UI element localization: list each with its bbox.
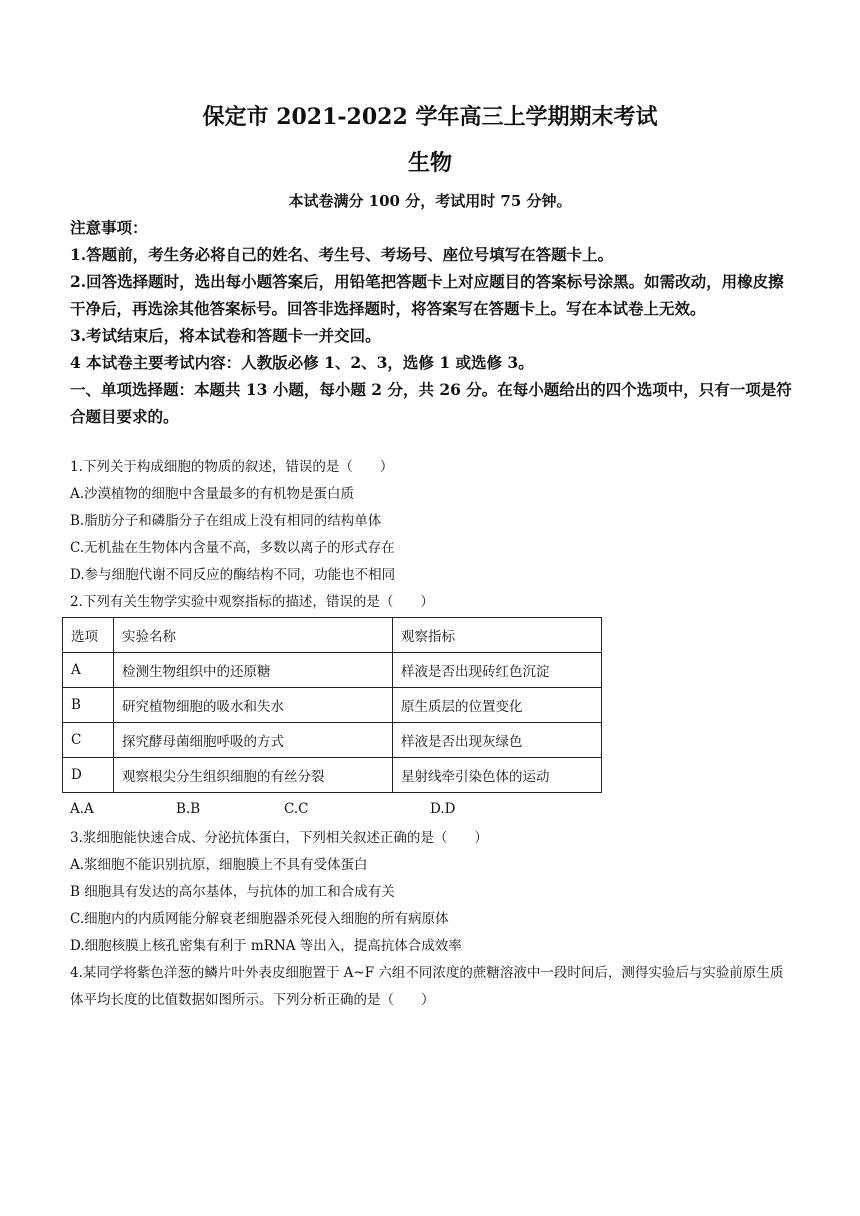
- table-cell: D: [63, 758, 114, 793]
- question-stem: 2.下列有关生物学实验中观察指标的描述，错误的是（ ）: [70, 594, 434, 610]
- section-heading: 一、单项选择题：本题共 13 小题，每小题 2 分，共 26 分。在每小题给出的四个选项中，只有一项是符合题目要求的。: [70, 380, 792, 426]
- subject-title: 生物: [407, 150, 452, 176]
- table-cell: 探究酵母菌细胞呼吸的方式: [114, 723, 393, 758]
- table-header: 观察指标: [393, 618, 602, 653]
- question-1: [70, 454, 792, 616]
- notes-heading: 注意事项：: [70, 218, 148, 237]
- table-cell: 观察根尖分生组织细胞的有丝分裂: [114, 758, 393, 793]
- question-stem: 1.下列关于构成细胞的物质的叙述，错误的是（ ）: [70, 459, 394, 475]
- note-item: 2.回答选择题时，选出每小题答案后，用铅笔把答题卡上对应题目的答案标号涂黑。如需改动，用橡皮擦干净后，再选涂其他答案标号。回答非选择题时，将答案写在答题卡上。写在本试卷上无效。: [70, 272, 784, 318]
- exam-title: 保定市 2021-2022 学年高三上学期期末考试: [202, 104, 658, 130]
- table-header: 实验名称: [114, 618, 393, 653]
- table-row: [63, 758, 602, 793]
- table-cell: C: [63, 723, 114, 758]
- option-b: B.脂肪分子和磷脂分子在组成上没有相同的结构单体: [70, 513, 382, 529]
- option-b: B.B: [176, 801, 201, 817]
- table-row: [63, 653, 602, 688]
- table-row: [63, 723, 602, 758]
- option-d: D.D: [430, 801, 456, 817]
- observation-table: [62, 617, 602, 793]
- exam-meta: 本试卷满分 100 分，考试用时 75 分钟。: [288, 192, 572, 210]
- question-stem: 3.浆细胞能快速合成、分泌抗体蛋白，下列相关叙述正确的是（ ）: [70, 830, 488, 846]
- table-cell: 原生质层的位置变化: [393, 688, 602, 723]
- table-cell: A: [63, 653, 114, 688]
- table-header-row: [63, 618, 602, 653]
- option-c: C.细胞内的内质网能分解衰老细胞器杀死侵入细胞的所有病原体: [70, 911, 449, 927]
- option-c: C.C: [284, 801, 309, 817]
- option-b: B 细胞具有发达的高尔基体，与抗体的加工和合成有关: [70, 884, 395, 900]
- note-item: 3.考试结束后，将本试卷和答题卡一并交回。: [70, 326, 381, 345]
- table-cell: B: [63, 688, 114, 723]
- question-4-stem: 4.某同学将紫色洋葱的鳞片叶外表皮细胞置于 A~F 六组不同浓度的蔗糖溶液中一段时间后，测得实验后与实验前原生质体平均长度的比值数据如图所示。下列分析正确的是（ ）: [70, 965, 784, 1008]
- option-a: A.A: [70, 801, 94, 817]
- table-cell: 样液是否出现砖红色沉淀: [393, 653, 602, 688]
- question-3: [70, 825, 792, 1014]
- notes-block: [70, 214, 792, 430]
- option-c: C.无机盐在生物体内含量不高，多数以离子的形式存在: [70, 540, 395, 556]
- table-cell: 星射线牵引染色体的运动: [393, 758, 602, 793]
- table-cell: 样液是否出现灰绿色: [393, 723, 602, 758]
- option-a: A.浆细胞不能识别抗原，细胞膜上不具有受体蛋白: [70, 857, 368, 873]
- option-d: D.参与细胞代谢不同反应的酶结构不同，功能也不相同: [70, 567, 396, 583]
- option-a: A.沙漠植物的细胞中含量最多的有机物是蛋白质: [70, 486, 355, 502]
- table-header: 选项: [63, 618, 114, 653]
- option-d: D.细胞核膜上核孔密集有利于 mRNA 等出入，提高抗体合成效率: [70, 938, 462, 954]
- table-row: [63, 688, 602, 723]
- note-item: 4 本试卷主要考试内容：人教版必修 1、2、3，选修 1 或选修 3。: [70, 353, 534, 372]
- question-2-options: [70, 801, 630, 821]
- note-item: 1.答题前，考生务必将自己的姓名、考生号、考场号、座位号填写在答题卡上。: [70, 245, 614, 264]
- table-cell: 检测生物组织中的还原糖: [114, 653, 393, 688]
- table-cell: 研究植物细胞的吸水和失水: [114, 688, 393, 723]
